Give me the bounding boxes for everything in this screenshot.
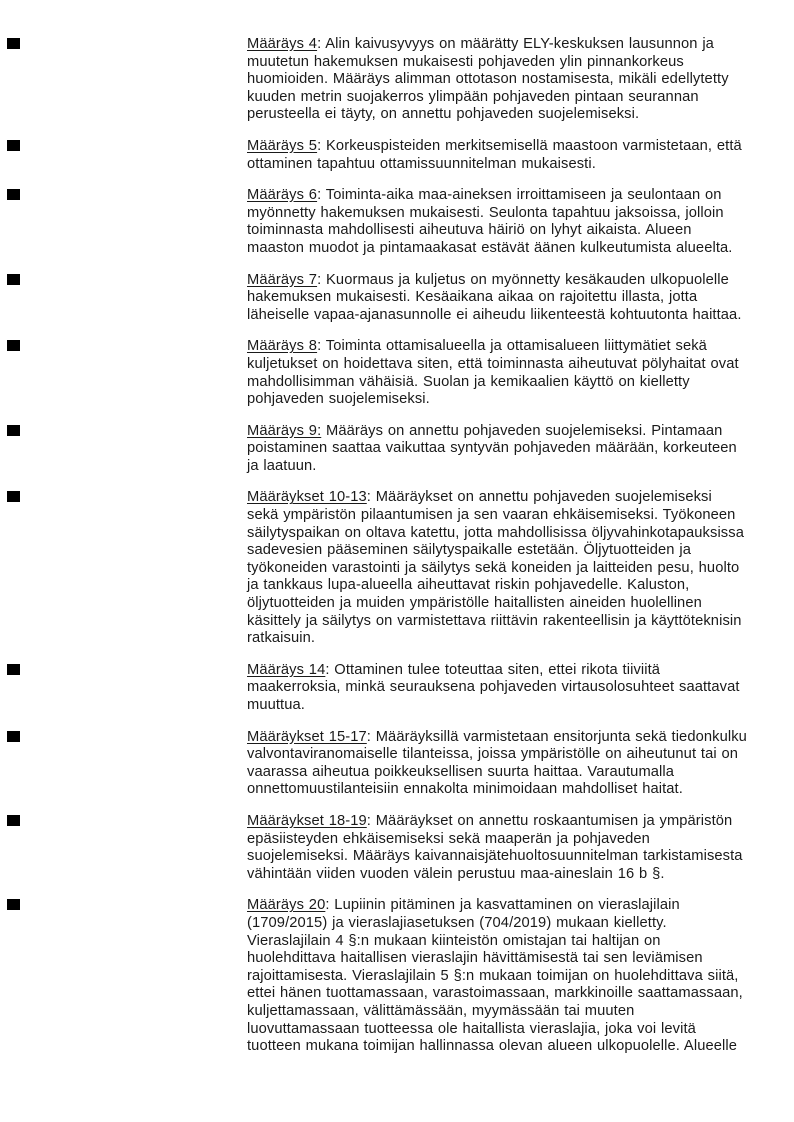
document-text-column bbox=[247, 36, 747, 1056]
regulation-paragraph bbox=[247, 729, 747, 799]
regulation-paragraph bbox=[247, 423, 747, 476]
scan-mark-icon bbox=[7, 731, 20, 742]
scan-mark-icon bbox=[7, 425, 20, 436]
regulation-paragraph bbox=[247, 36, 747, 124]
regulation-heading: Määräys 20 bbox=[247, 897, 326, 914]
regulation-body: : Kuormaus ja kuljetus on myönnetty kesäkauden ulkopuolelle hakemuksen mukaisesti. Kesäaikana aikaa on rajoitettu illasta, jotta läheiselle vapaa-ajanasunnolle ei aiheudu liikenteestä kohtuutonta haittaa. bbox=[247, 271, 742, 323]
regulation-paragraph bbox=[247, 489, 747, 647]
scan-mark-icon bbox=[7, 899, 20, 910]
regulation-paragraph bbox=[247, 338, 747, 408]
scan-mark-icon bbox=[7, 38, 20, 49]
scan-mark-icon bbox=[7, 664, 20, 675]
scan-mark-icon bbox=[7, 491, 20, 502]
regulation-body: Määräys on annettu pohjaveden suojelemiseksi. Pintamaan poistaminen saattaa vaikuttaa syntyvän pohjaveden määrään, korkeuteen ja laatuun. bbox=[247, 422, 737, 474]
regulation-body: : Määräykset on annettu pohjaveden suojelemiseksi sekä ympäristön pilaantumisen ja sen vaaran ehkäisemiseksi. Työkoneen säilytyspaikan on oltava katettu, jotta mahdollisissa öljyvahinkotapauksissa sadevesien pääseminen säilytyspaikalle estetään. Öljytuotteiden ja työkoneiden varastointi ja säilytys sekä koneiden ja laitteiden pesu, huolto ja tankkaus lupa-alueella aiheuttavat riskin pohjavedelle. Kaluston, öljytuotteiden ja muiden ympäristölle haitallisten aineiden huolellinen käsittely ja säilytys on varmistettava riittävin rakenteellisin ja käyttöteknisin ratkaisuin. bbox=[247, 489, 744, 647]
regulation-heading: Määräys 8 bbox=[247, 338, 318, 355]
regulation-heading: Määräys 4 bbox=[247, 36, 318, 52]
regulation-heading: Määräys 9: bbox=[247, 422, 322, 439]
regulation-body: : Määräyksillä varmistetaan ensitorjunta sekä tiedonkulku valvontaviranomaiselle tilanteissa, joissa ympäristölle on aiheutunut tai on vaarassa aiheutua poikkeuksellisen suurta haittaa. Varautumalla onnettomuustilanteisiin ennakolta minimoidaan mahdolliset haitat. bbox=[247, 728, 747, 798]
regulation-paragraph bbox=[247, 662, 747, 715]
regulation-paragraph bbox=[247, 897, 747, 1055]
regulation-heading: Määräykset 15-17 bbox=[247, 728, 367, 745]
regulation-heading: Määräykset 10-13 bbox=[247, 489, 367, 506]
regulation-body: : Korkeuspisteiden merkitsemisellä maastoon varmistetaan, että ottaminen tapahtuu ottamissuunnitelman mukaisesti. bbox=[247, 137, 742, 172]
regulation-paragraph bbox=[247, 813, 747, 883]
scan-mark-icon bbox=[7, 340, 20, 351]
scan-mark-icon bbox=[7, 140, 20, 151]
regulation-heading: Määräys 7 bbox=[247, 271, 318, 288]
regulation-body: : Lupiinin pitäminen ja kasvattaminen on vieraslajilain (1709/2015) ja vieraslajiasetuksen (704/2019) mukaan kielletty. Vieraslajilain 4 §:n mukaan kiinteistön omistajan tai haltijan on huolehdittava haitallisen vieraslajin hävittämisestä tai sen leviämisen rajoittamisesta. Vieraslajilain 5 §:n mukaan toimijan on huolehdittava siitä, ettei hänen tuottamassaan, varastoimassaan, markkinoille saattamassaan, kuljettamassaan, välittämässään, myymässään tai muuten luovuttamassaan tuotteessa ole haitallista vieraslajia, joka voi levitä tuotteen mukana toimijan hallinnassa olevan alueen ulkopuolelle. Alueelle bbox=[247, 897, 743, 1055]
regulation-heading: Määräys 14 bbox=[247, 661, 326, 678]
regulation-heading: Määräys 5 bbox=[247, 137, 318, 154]
regulation-body: : Ottaminen tulee toteuttaa siten, ettei rikota tiiviitä maakerroksia, minkä seurauksena pohjaveden virtausolosuhteet saattavat muuttua. bbox=[247, 661, 740, 713]
regulation-body: : Määräykset on annettu roskaantumisen ja ympäristön epäsiisteyden ehkäisemiseksi sekä maaperän ja pohjaveden suojelemiseksi. Määräys kaivannaisjätehuoltosuunnitelman tarkistamisesta vähintään viiden vuoden välein perustuu maa-aineslain 16 b §. bbox=[247, 812, 743, 882]
scan-mark-icon bbox=[7, 189, 20, 200]
regulation-paragraph bbox=[247, 187, 747, 257]
regulation-body: : Alin kaivusyvyys on määrätty ELY-keskuksen lausunnon ja muutetun hakemuksen mukaisesti pohjaveden ylin pinnankorkeus huomioiden. Määräys alimman ottotason nostamisesta, mikäli edellytetty kuuden metrin suojakerros ylimpään pohjaveden pintaan seurannan perusteella ei täyty, on annettu pohjaveden suojelemiseksi. bbox=[247, 36, 729, 123]
scan-mark-icon bbox=[7, 815, 20, 826]
regulation-paragraph bbox=[247, 272, 747, 325]
regulation-body: : Toiminta ottamisalueella ja ottamisalueen liittymätiet sekä kuljetukset on hoidettava siten, että toiminnasta aiheutuvat pölyhaitat ovat mahdollisimman vähäisiä. Suolan ja kemikaalien käyttö on kielletty pohjaveden suojelemiseksi. bbox=[247, 338, 739, 408]
scan-mark-icon bbox=[7, 274, 20, 285]
regulation-body: : Toiminta-aika maa-aineksen irroittamiseen ja seulontaan on myönnetty hakemuksen mukaisesti. Seulonta tapahtuu jaksoissa, jolloin toiminnasta mahdollisesti aiheutuva häiriö on lyhyt aikaista. Alueen maaston muodot ja pintamaakasat estävät äänen kulkeutumista alueelta. bbox=[247, 187, 733, 256]
regulation-heading: Määräys 6 bbox=[247, 187, 318, 204]
regulation-paragraph bbox=[247, 138, 747, 173]
regulation-heading: Määräykset 18-19 bbox=[247, 812, 367, 829]
